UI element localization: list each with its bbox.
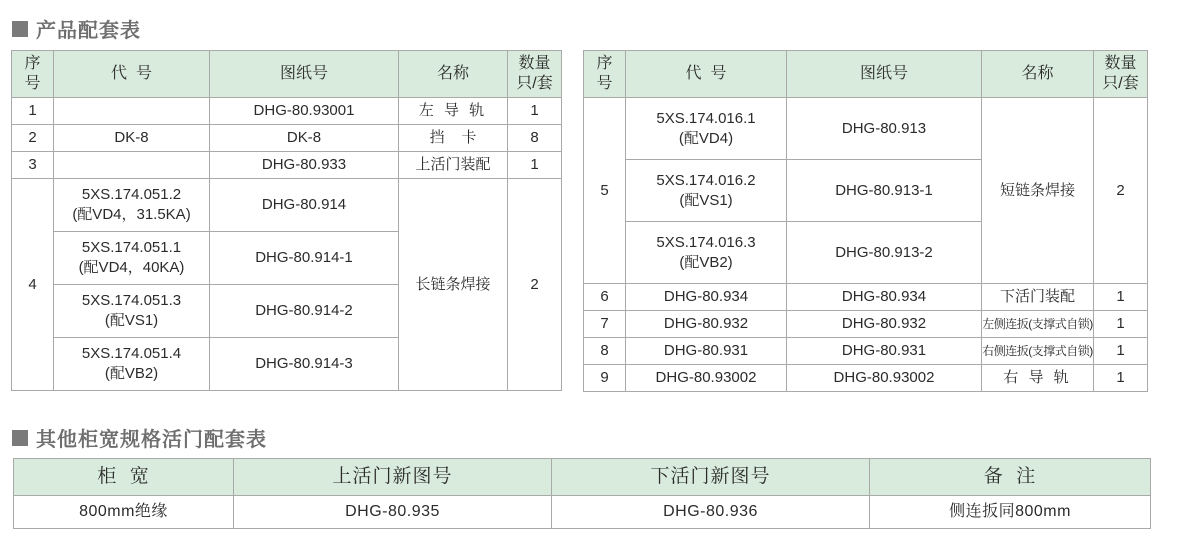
cell-drawing: DHG-80.913-1 xyxy=(787,160,982,222)
header-remarks: 备 注 xyxy=(870,459,1151,496)
cell-name: 下活门装配 xyxy=(982,284,1094,311)
code-line: 5XS.174.051.3 xyxy=(81,292,182,309)
cell-code xyxy=(54,152,210,179)
code-line: 5XS.174.051.2 xyxy=(81,186,182,203)
code-line: 5XS.174.051.4 xyxy=(81,345,182,362)
cell-no: 2 xyxy=(12,125,54,152)
other-widths-table xyxy=(13,458,1151,529)
cell-upper-shutter: DHG-80.935 xyxy=(234,496,552,529)
code-note: (配VS1) xyxy=(104,312,159,329)
header-no: 序号 xyxy=(584,51,626,98)
cell-drawing: DHG-80.93002 xyxy=(787,365,982,392)
code-line: 5XS.174.016.3 xyxy=(656,233,756,251)
cell-code xyxy=(54,232,210,285)
table-row xyxy=(584,338,1148,365)
table-row xyxy=(12,98,562,125)
cell-name: 左侧连扳(支撑式自锁) xyxy=(982,311,1094,338)
cell-code xyxy=(626,222,787,284)
header-drawing: 图纸号 xyxy=(787,51,982,98)
header-qty: 数量只/套 xyxy=(1094,51,1148,98)
cell-no: 4 xyxy=(12,179,54,391)
header-cabinet-width: 柜 宽 xyxy=(14,459,234,496)
cell-drawing: DHG-80.93001 xyxy=(210,98,399,125)
code-note: (配VD4) xyxy=(678,129,734,147)
cell-no: 7 xyxy=(584,311,626,338)
cell-no: 1 xyxy=(12,98,54,125)
cell-qty: 1 xyxy=(508,98,562,125)
cell-no: 6 xyxy=(584,284,626,311)
table-row xyxy=(584,311,1148,338)
header-code: 代 号 xyxy=(626,51,787,98)
header-name: 名称 xyxy=(982,51,1094,98)
cell-code xyxy=(54,285,210,338)
cell-qty: 1 xyxy=(1094,338,1148,365)
table-row xyxy=(584,98,1148,160)
cell-drawing: DHG-80.934 xyxy=(787,284,982,311)
section-title-text: 其他柜宽规格活门配套表 xyxy=(36,429,267,451)
section-title-text: 产品配套表 xyxy=(36,20,141,42)
cell-name: 上活门装配 xyxy=(399,152,508,179)
cell-code xyxy=(54,338,210,391)
cell-drawing: DHG-80.914 xyxy=(210,179,399,232)
code-note: (配VS1) xyxy=(679,191,733,209)
cell-qty: 2 xyxy=(508,179,562,391)
code-line: 5XS.174.016.1 xyxy=(656,109,756,127)
cell-no: 9 xyxy=(584,365,626,392)
cell-name: 挡 卡 xyxy=(399,125,508,152)
cell-qty: 1 xyxy=(1094,284,1148,311)
section-square-icon xyxy=(12,21,28,37)
cell-drawing: DHG-80.913-2 xyxy=(787,222,982,284)
cell-drawing: DHG-80.931 xyxy=(787,338,982,365)
cell-no: 3 xyxy=(12,152,54,179)
cell-code: DHG-80.932 xyxy=(626,311,787,338)
cell-qty: 2 xyxy=(1094,98,1148,284)
code-note: (配VD4，40KA) xyxy=(78,259,185,276)
table-row xyxy=(12,125,562,152)
header-qty: 数量只/套 xyxy=(508,51,562,98)
table-row xyxy=(12,152,562,179)
cell-code xyxy=(54,98,210,125)
header-upper-shutter: 上活门新图号 xyxy=(234,459,552,496)
cell-name: 短链条焊接 xyxy=(982,98,1094,284)
cell-drawing: DHG-80.933 xyxy=(210,152,399,179)
code-line: 5XS.174.016.2 xyxy=(656,171,756,189)
cell-drawing: DHG-80.914-3 xyxy=(210,338,399,391)
cell-no: 8 xyxy=(584,338,626,365)
header-code: 代 号 xyxy=(54,51,210,98)
cell-name: 右 导 轨 xyxy=(982,365,1094,392)
cell-code xyxy=(54,179,210,232)
table-row xyxy=(12,179,562,232)
cell-code: DHG-80.931 xyxy=(626,338,787,365)
table-row xyxy=(14,496,1151,529)
section-square-icon xyxy=(12,430,28,446)
cell-code xyxy=(626,160,787,222)
cell-drawing: DHG-80.913 xyxy=(787,98,982,160)
header-lower-shutter: 下活门新图号 xyxy=(552,459,870,496)
cell-code: DHG-80.93002 xyxy=(626,365,787,392)
code-note: (配VB2) xyxy=(104,365,159,382)
cell-name: 长链条焊接 xyxy=(399,179,508,391)
cell-drawing: DHG-80.914-1 xyxy=(210,232,399,285)
cell-name: 右侧连扳(支撑式自锁) xyxy=(982,338,1094,365)
cell-qty: 1 xyxy=(508,152,562,179)
table-row xyxy=(584,284,1148,311)
cell-remarks: 侧连扳同800mm xyxy=(870,496,1151,529)
cell-name: 左 导 轨 xyxy=(399,98,508,125)
code-note: (配VB2) xyxy=(679,253,733,271)
cell-qty: 1 xyxy=(1094,365,1148,392)
cell-cabinet-width: 800mm绝缘 xyxy=(14,496,234,529)
header-no: 序号 xyxy=(12,51,54,98)
code-note: (配VD4，31.5KA) xyxy=(72,206,191,223)
section-title-products xyxy=(12,14,141,43)
products-table-left xyxy=(11,50,562,391)
cell-drawing: DHG-80.914-2 xyxy=(210,285,399,338)
cell-drawing: DHG-80.932 xyxy=(787,311,982,338)
cell-drawing: DK-8 xyxy=(210,125,399,152)
header-drawing: 图纸号 xyxy=(210,51,399,98)
products-table-right xyxy=(583,50,1148,392)
cell-code xyxy=(626,98,787,160)
header-name: 名称 xyxy=(399,51,508,98)
cell-qty: 8 xyxy=(508,125,562,152)
cell-no: 5 xyxy=(584,98,626,284)
cell-code: DK-8 xyxy=(54,125,210,152)
code-line: 5XS.174.051.1 xyxy=(81,239,182,256)
cell-qty: 1 xyxy=(1094,311,1148,338)
cell-lower-shutter: DHG-80.936 xyxy=(552,496,870,529)
cell-code: DHG-80.934 xyxy=(626,284,787,311)
section-title-other-widths xyxy=(12,423,267,452)
table-row xyxy=(584,365,1148,392)
